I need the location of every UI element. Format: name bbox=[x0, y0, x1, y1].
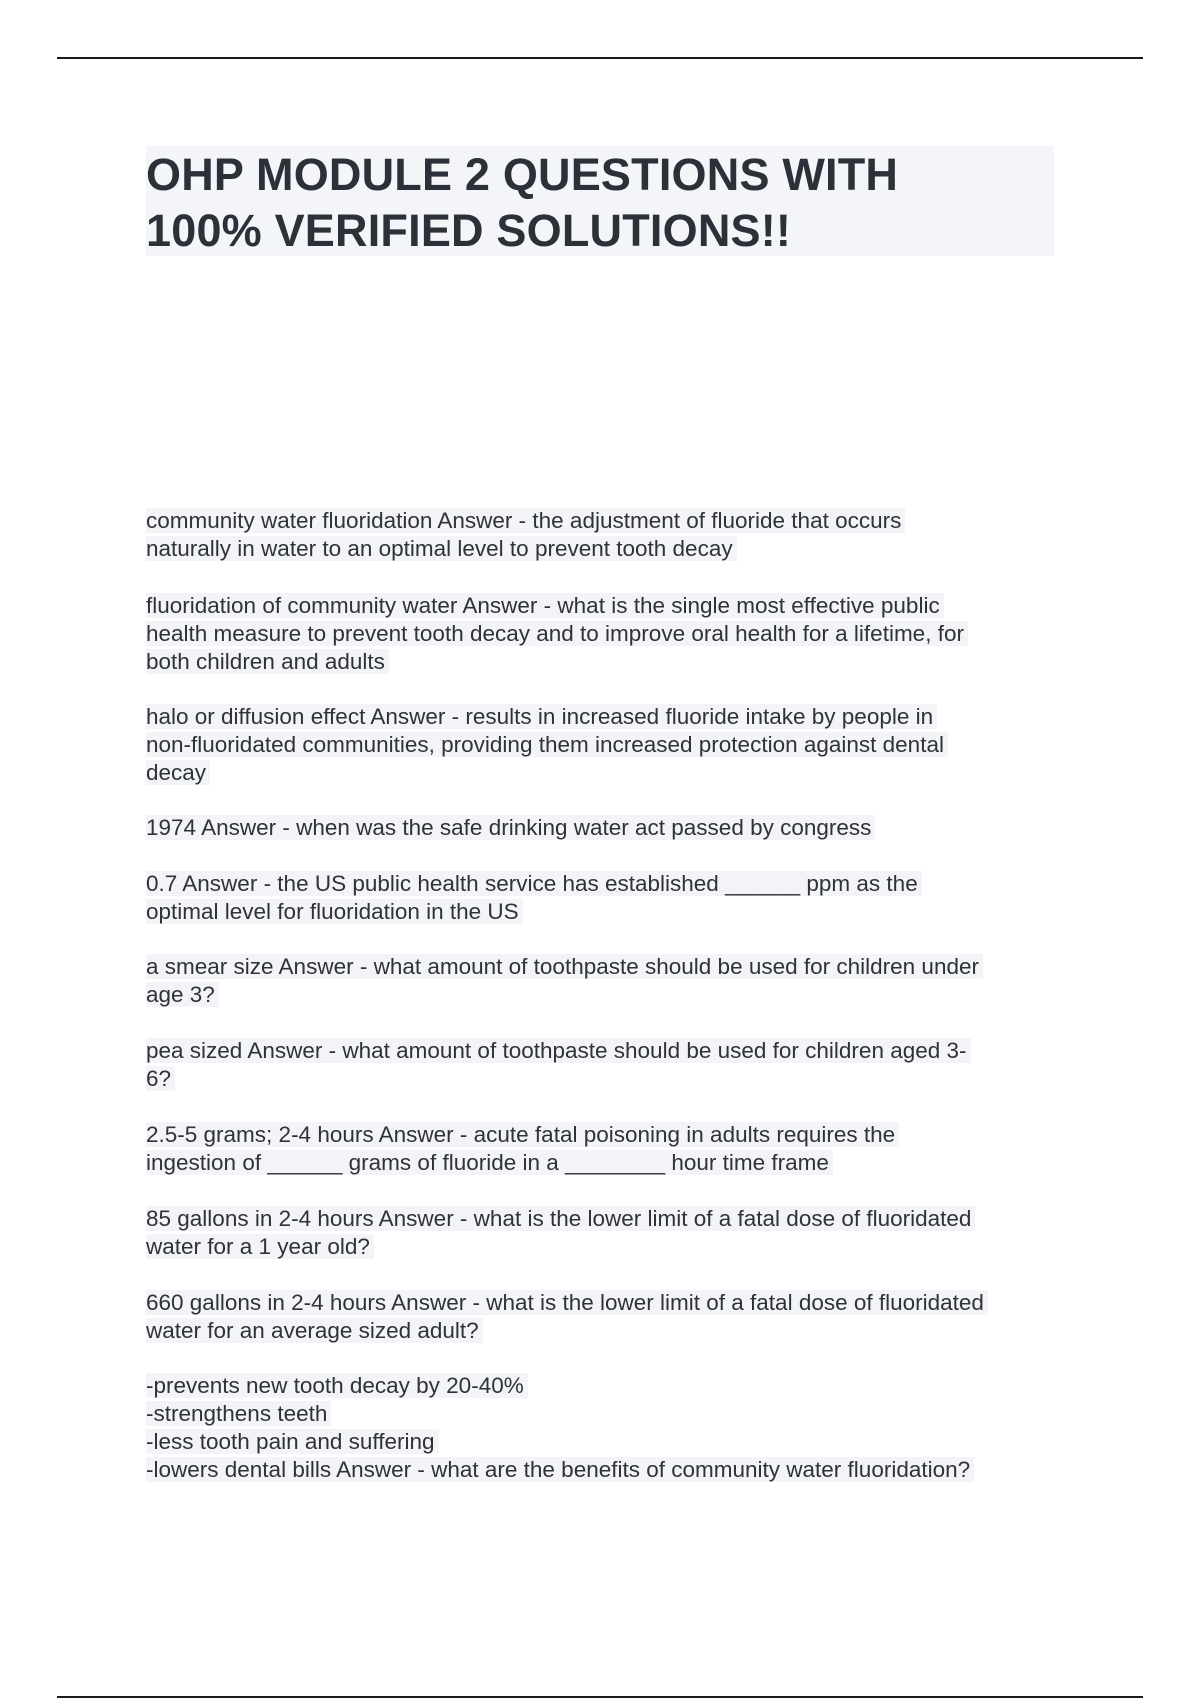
title-line-2: 100% VERIFIED SOLUTIONS!! bbox=[146, 205, 792, 256]
qa-line: -less tooth pain and suffering bbox=[146, 1428, 1066, 1456]
qa-line: 0.7 Answer - the US public health service has established ______ ppm as the bbox=[146, 870, 1066, 898]
qa-line: community water fluoridation Answer - the adjustment of fluoride that occurs bbox=[146, 507, 1066, 535]
qa-line: 2.5-5 grams; 2-4 hours Answer - acute fatal poisoning in adults requires the bbox=[146, 1121, 1066, 1149]
qa-line: water for an average sized adult? bbox=[146, 1317, 1066, 1345]
qa-entry-660-gallons bbox=[146, 1289, 1066, 1345]
title-line-1: OHP MODULE 2 QUESTIONS WITH bbox=[146, 149, 899, 200]
qa-entry-optimal-level bbox=[146, 870, 1066, 926]
top-rule bbox=[57, 57, 1143, 59]
document-title bbox=[146, 146, 1054, 256]
qa-line: naturally in water to an optimal level to prevent tooth decay bbox=[146, 535, 1066, 563]
qa-line: both children and adults bbox=[146, 648, 1066, 676]
qa-line: -strengthens teeth bbox=[146, 1400, 1066, 1428]
qa-line: 660 gallons in 2-4 hours Answer - what is the lower limit of a fatal dose of fluoridated bbox=[146, 1289, 1066, 1317]
qa-line: fluoridation of community water Answer - what is the single most effective public bbox=[146, 592, 1066, 620]
qa-entry-smear-size bbox=[146, 953, 1066, 1009]
qa-line: a smear size Answer - what amount of toothpaste should be used for children under bbox=[146, 953, 1066, 981]
qa-line: non-fluoridated communities, providing them increased protection against dental bbox=[146, 731, 1066, 759]
qa-entry-85-gallons bbox=[146, 1205, 1066, 1261]
qa-entry-community-water-fluoridation bbox=[146, 507, 1066, 563]
qa-line: pea sized Answer - what amount of toothpaste should be used for children aged 3- bbox=[146, 1037, 1066, 1065]
qa-line: decay bbox=[146, 759, 1066, 787]
qa-entry-pea-sized bbox=[146, 1037, 1066, 1093]
qa-line: -prevents new tooth decay by 20-40% bbox=[146, 1372, 1066, 1400]
qa-line: 6? bbox=[146, 1065, 1066, 1093]
qa-entry-fluoridation-of-community-water bbox=[146, 592, 1066, 676]
qa-line: health measure to prevent tooth decay and to improve oral health for a lifetime, for bbox=[146, 620, 1066, 648]
qa-line: -lowers dental bills Answer - what are the benefits of community water fluoridation? bbox=[146, 1456, 1066, 1484]
qa-line: 85 gallons in 2-4 hours Answer - what is the lower limit of a fatal dose of fluoridated bbox=[146, 1205, 1066, 1233]
qa-entry-halo-effect bbox=[146, 703, 1066, 787]
qa-entry-fatal-poisoning-adults bbox=[146, 1121, 1066, 1177]
qa-line: water for a 1 year old? bbox=[146, 1233, 1066, 1261]
qa-line: ingestion of ______ grams of fluoride in a ________ hour time frame bbox=[146, 1149, 1066, 1177]
qa-line: optimal level for fluoridation in the US bbox=[146, 898, 1066, 926]
qa-line: 1974 Answer - when was the safe drinking water act passed by congress bbox=[146, 814, 1066, 842]
qa-line: age 3? bbox=[146, 981, 1066, 1009]
bottom-rule bbox=[57, 1696, 1143, 1698]
qa-entry-1974 bbox=[146, 814, 1066, 842]
qa-entry-benefits bbox=[146, 1372, 1066, 1484]
qa-line: halo or diffusion effect Answer - results in increased fluoride intake by people in bbox=[146, 703, 1066, 731]
